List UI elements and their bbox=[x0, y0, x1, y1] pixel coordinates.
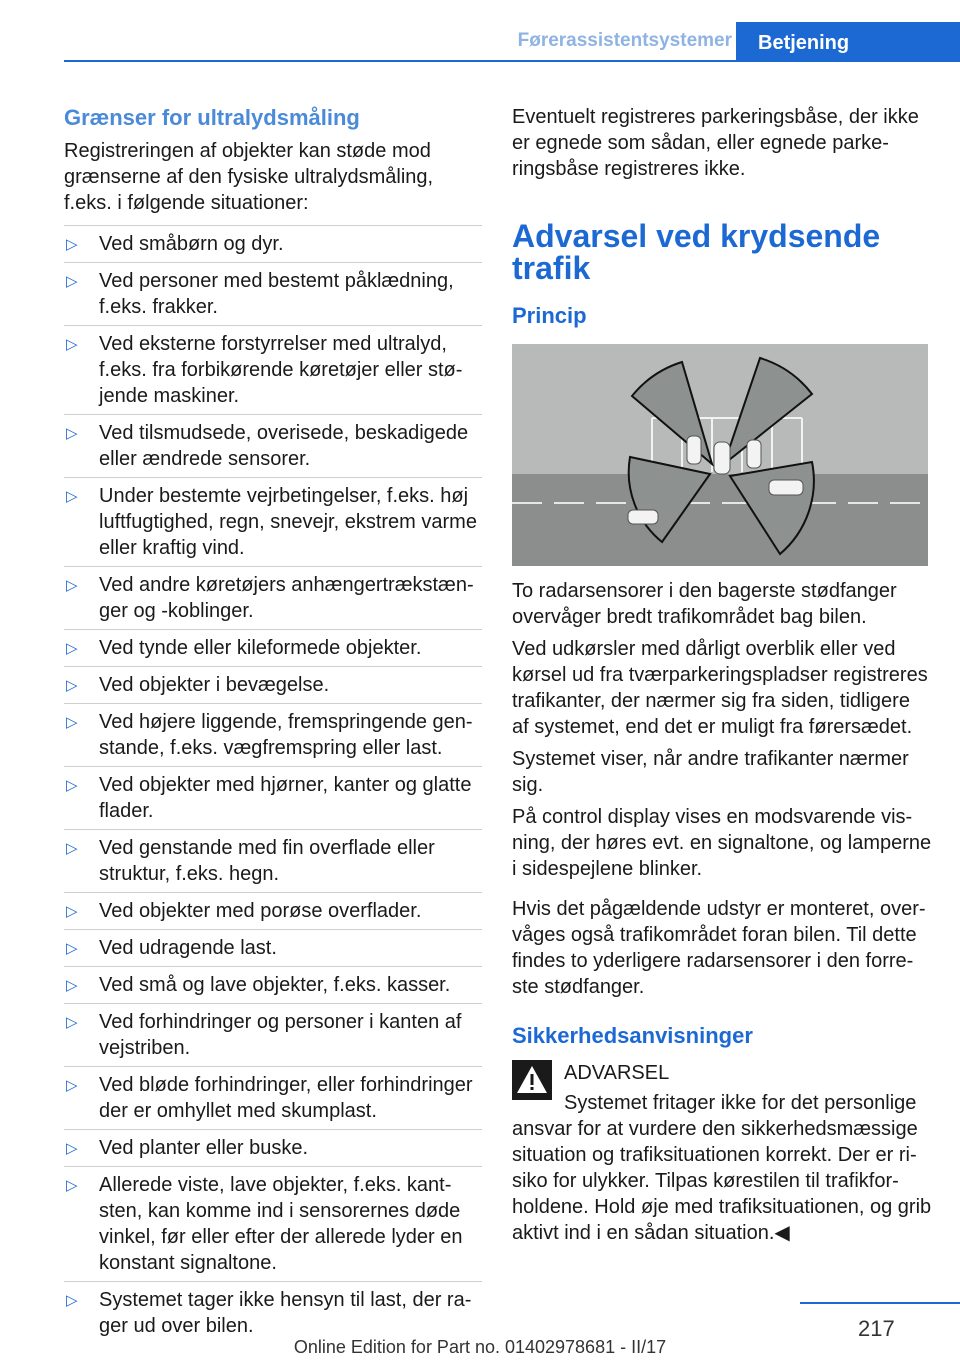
list-item: ▷ Ved højere liggende, fremspringende gen- stande, f.eks. vægfremspring eller last. bbox=[64, 703, 482, 766]
triangle-bullet-icon: ▷ bbox=[66, 577, 78, 594]
triangle-bullet-icon: ▷ bbox=[66, 1292, 78, 1309]
paragraph-system-shows: Systemet viser, når andre trafikanter nærmer sig. bbox=[512, 748, 909, 796]
triangle-bullet-icon: ▷ bbox=[66, 273, 78, 290]
list-item: ▷ Ved tynde eller kileformede objekter. bbox=[64, 629, 482, 666]
triangle-bullet-icon: ▷ bbox=[66, 1140, 78, 1157]
list-item: ▷ Ved andre køretøjers anhængertrækstæn- ger og -koblinger. bbox=[64, 566, 482, 629]
list-item: ▷ Ved personer med bestemt påklædning, f.eks. frakker. bbox=[64, 262, 482, 325]
list-item: ▷ Ved småbørn og dyr. bbox=[64, 225, 482, 262]
list-item: ▷ Ved små og lave objekter, f.eks. kasser. bbox=[64, 966, 482, 1003]
list-item: ▷ Ved objekter med porøse overflader. bbox=[64, 892, 482, 929]
limits-list bbox=[64, 225, 482, 1344]
triangle-bullet-icon: ▷ bbox=[66, 903, 78, 920]
list-item: ▷ Ved bløde forhindringer, eller forhindringer der er omhyllet med skumplast. bbox=[64, 1066, 482, 1129]
triangle-bullet-icon: ▷ bbox=[66, 840, 78, 857]
list-item: ▷ Ved objekter med hjørner, kanter og glatte flader. bbox=[64, 766, 482, 829]
cross-traffic-illustration bbox=[512, 344, 928, 566]
left-column bbox=[64, 104, 482, 1344]
warning-block bbox=[512, 1060, 932, 1086]
parking-paragraph: Eventuelt registreres parkeringsbåse, der ikke er egnede som sådan, eller egnede parke- ringsbåse registreres ikke. bbox=[512, 106, 919, 180]
triangle-bullet-icon: ▷ bbox=[66, 640, 78, 657]
section-title-cross-traffic: Advarsel ved krydsende trafik bbox=[512, 218, 881, 286]
header-rule bbox=[64, 60, 960, 62]
right-column bbox=[512, 104, 932, 1246]
triangle-bullet-icon: ▷ bbox=[66, 677, 78, 694]
list-item: ▷ Ved forhindringer og personer i kanten af vejstriben. bbox=[64, 1003, 482, 1066]
list-item: ▷ Ved eksterne forstyrrelser med ultralyd, f.eks. fra forbikørende køretøjer eller stø- jende maskiner. bbox=[64, 325, 482, 414]
triangle-bullet-icon: ▷ bbox=[66, 777, 78, 794]
triangle-bullet-icon: ▷ bbox=[66, 425, 78, 442]
triangle-bullet-icon: ▷ bbox=[66, 336, 78, 353]
warning-icon bbox=[512, 1060, 552, 1100]
triangle-bullet-icon: ▷ bbox=[66, 977, 78, 994]
intro-paragraph: Registreringen af objekter kan støde mod grænserne af den fysiske ultralydsmåling, f.eks. i følgende situationer: bbox=[64, 140, 434, 214]
warning-text: Systemet fritager ikke for det personlige ansvar for at vurdere den sikkerhedsmæssige situation og trafiksituationen korrekt. Der er ri- siko for ulykker. Tilpas kørestilen til trafikfor- holdene. Hold øje med trafiksituationen, og grib aktivt ind i en sådan situation.◀ bbox=[512, 1092, 932, 1244]
header-section-title: Førerassistentsystemer bbox=[517, 30, 732, 51]
footer-edition: Online Edition for Part no. 01402978681 - II/17 bbox=[293, 1337, 667, 1357]
triangle-bullet-icon: ▷ bbox=[66, 1014, 78, 1031]
subheading-principle: Princip bbox=[512, 303, 587, 328]
footer-rule bbox=[800, 1302, 960, 1304]
triangle-bullet-icon: ▷ bbox=[66, 940, 78, 957]
header-tab: Betjening bbox=[736, 22, 960, 62]
warning-label: ADVARSEL bbox=[564, 1062, 670, 1084]
paragraph-exit: Ved udkørsler med dårligt overblik eller ved kørsel ud fra tværparkeringspladser registreres trafikanter, der nærmer sig fra siden, tidligere af systemet, end det er muligt fra førersædet. bbox=[512, 638, 928, 738]
list-item: ▷ Ved udragende last. bbox=[64, 929, 482, 966]
list-item: ▷ Ved tilsmudsede, overisede, beskadigede eller ændrede sensorer. bbox=[64, 414, 482, 477]
list-item: ▷ Under bestemte vejrbetingelser, f.eks. høj luftfugtighed, regn, snevejr, ekstrem varme eller kraftig vind. bbox=[64, 477, 482, 566]
paragraph-radar-sensors: To radarsensorer i den bagerste stødfanger overvåger bredt trafikområdet bag bilen. bbox=[512, 580, 897, 628]
cross-traffic-diagram bbox=[512, 344, 928, 566]
list-item: ▷ Ved objekter i bevægelse. bbox=[64, 666, 482, 703]
triangle-bullet-icon: ▷ bbox=[66, 1177, 78, 1194]
triangle-bullet-icon: ▷ bbox=[66, 236, 78, 253]
triangle-bullet-icon: ▷ bbox=[66, 714, 78, 731]
list-item: ▷ Allerede viste, lave objekter, f.eks. kant- sten, kan komme ind i sensorernes døde vinkel, før eller efter der allerede lyder en konstant signaltone. bbox=[64, 1166, 482, 1281]
paragraph-control-display: På control display vises en modsvarende vis- ning, der høres evt. en signaltone, og lamperne i sidespejlene blinker. bbox=[512, 806, 932, 880]
list-item: ▷ Systemet tager ikke hensyn til last, der ra- ger ud over bilen. bbox=[64, 1281, 482, 1344]
triangle-bullet-icon: ▷ bbox=[66, 488, 78, 505]
paragraph-front-sensors: Hvis det pågældende udstyr er monteret, over- våges også trafikområdet foran bilen. Til dette findes to yderligere radarsensorer i den forre- ste stødfanger. bbox=[512, 898, 926, 998]
page-number: 217 bbox=[858, 1316, 895, 1341]
list-item: ▷ Ved genstande med fin overflade eller struktur, f.eks. hegn. bbox=[64, 829, 482, 892]
section-heading-limits: Grænser for ultralydsmåling bbox=[64, 105, 360, 130]
list-item: ▷ Ved planter eller buske. bbox=[64, 1129, 482, 1166]
triangle-bullet-icon: ▷ bbox=[66, 1077, 78, 1094]
subheading-safety: Sikkerhedsanvisninger bbox=[512, 1023, 753, 1048]
